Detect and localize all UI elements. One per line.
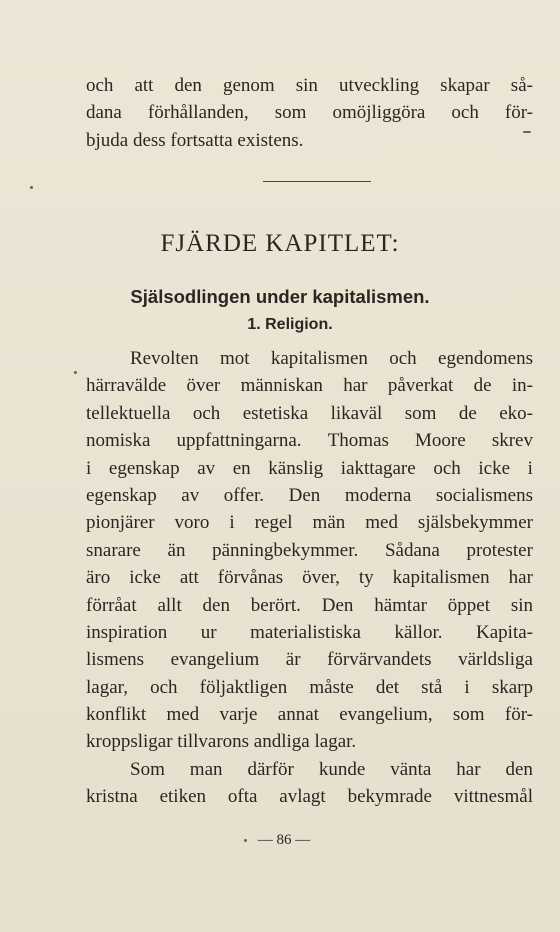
text-line: i egenskap av en känslig iakttagare och icke i — [86, 457, 533, 479]
subsection-title: 1. Religion. — [247, 316, 333, 333]
ink-speck — [523, 131, 531, 133]
text-line: snarare än pänningbekymmer. Sådana protester — [86, 539, 533, 561]
ink-speck — [30, 186, 33, 189]
text-line: pionjärer voro i regel män med själsbekymmer — [86, 512, 533, 534]
body-paragraph-2 — [86, 756, 533, 811]
text-line: tellektuella och estetiska likaväl som de eko- — [86, 402, 533, 424]
text-line: och att den genom sin utveckling skapar så- — [86, 75, 533, 96]
text-line: kroppsligar tillvarons andliga lagar. — [86, 731, 357, 753]
text-line: konflikt med varje annat evangelium, som för- — [86, 704, 533, 726]
text-line: lagar, och följaktligen måste det stå i skarp — [86, 676, 533, 698]
text-line: nomiska uppfattningarna. Thomas Moore skrev — [86, 430, 533, 452]
text-line: inspiration ur materialistiska källor. Kapita- — [86, 621, 533, 643]
chapter-title: FJÄRDE KAPITLET: — [160, 230, 400, 257]
text-line: Revolten mot kapitalismen och egendomens — [130, 348, 533, 369]
page-number: — 86 — — [257, 832, 311, 848]
text-line: härravälde över människan har påverkat de in- — [86, 375, 533, 397]
text-line: förråat allt den berört. Den hämtar öppet sin — [86, 594, 533, 616]
top-paragraph — [86, 72, 533, 154]
text-line: egenskap av offer. Den moderna socialismens — [86, 484, 533, 506]
ink-speck — [74, 371, 77, 374]
body-paragraph-1 — [86, 345, 533, 756]
text-line: kristna etiken ofta avlagt bekymrade vittnesmål — [86, 786, 533, 808]
section-title: Själsodlingen under kapitalismen. — [130, 286, 430, 307]
text-line: äro icke att förvånas över, ty kapitalismen har — [86, 567, 533, 589]
section-divider — [263, 181, 371, 182]
text-line: lismens evangelium är förvärvandets världsliga — [86, 649, 533, 671]
text-line: dana förhållanden, som omöjliggöra och för- — [86, 102, 533, 124]
ink-speck — [244, 839, 247, 842]
text-line: Som man därför kunde vänta har den — [130, 759, 533, 780]
text-line: bjuda dess fortsatta existens. — [86, 129, 304, 151]
